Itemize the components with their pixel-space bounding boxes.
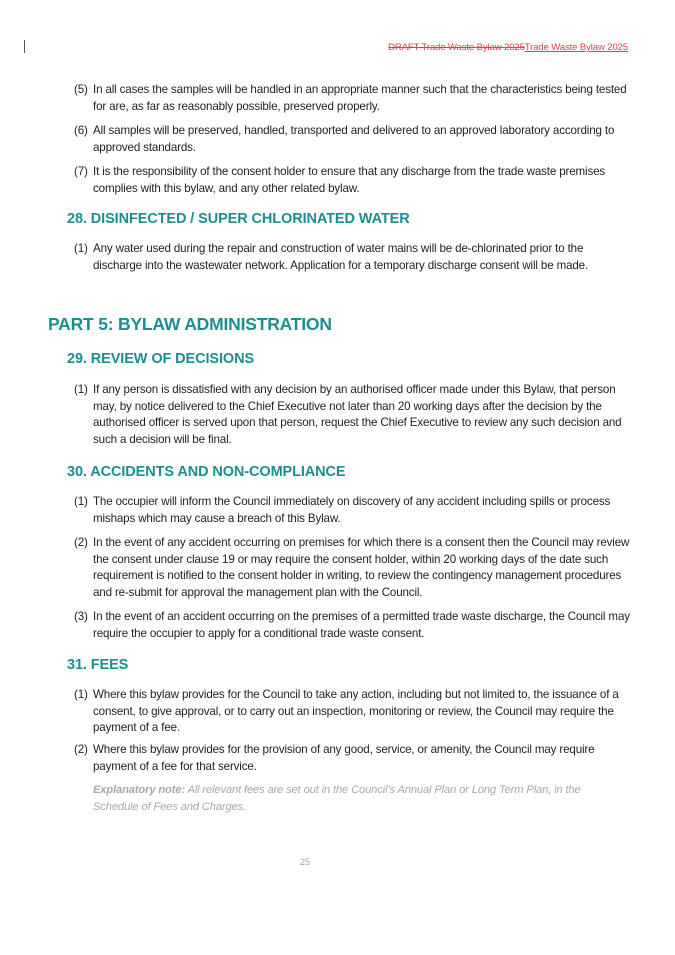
explanatory-note-label: Explanatory note: xyxy=(93,784,185,796)
clause-item xyxy=(74,241,634,274)
clause-number: (1) xyxy=(74,495,88,508)
clause-number: (2) xyxy=(74,743,88,756)
clause-text: Where this bylaw provides for the provision of any good, service, or amenity, the Council may require payment of a fee for that service. xyxy=(93,743,595,773)
clause-text: In all cases the samples will be handled in an appropriate manner such that the characteristics being tested for are, as far as reasonably possible, preserved properly. xyxy=(93,83,627,113)
clause-text: It is the responsibility of the consent holder to ensure that any discharge from the trade waste premises complies with this bylaw, and any other related bylaw. xyxy=(93,165,606,195)
section-heading-30: 30. ACCIDENTS AND NON-COMPLIANCE xyxy=(67,464,346,480)
section-heading-31: 31. FEES xyxy=(67,657,129,673)
clause-number: (2) xyxy=(74,536,88,549)
header-deleted-text: DRAFT Trade Waste Bylaw 2025 xyxy=(388,42,525,53)
clause-number: (3) xyxy=(74,610,88,623)
running-header xyxy=(388,42,628,53)
explanatory-note xyxy=(93,782,623,816)
clause-number: (1) xyxy=(74,688,88,701)
clause-item xyxy=(74,123,634,156)
clause-text: Where this bylaw provides for the Council to take any action, including but not limited to, the issuance of a consent, to give approval, or to carry out an inspection, monitoring or review, the Council may require the payment of a fee. xyxy=(93,688,619,734)
track-change-bar xyxy=(24,40,25,53)
clause-item xyxy=(74,742,634,775)
section-heading-28: 28. DISINFECTED / SUPER CHLORINATED WATER xyxy=(67,211,410,227)
clause-item xyxy=(74,494,634,527)
part-heading: PART 5: BYLAW ADMINISTRATION xyxy=(48,314,332,334)
clause-number: (7) xyxy=(74,165,88,178)
clause-text: In the event of an accident occurring on the premises of a permitted trade waste discharge, the Council may require the occupier to apply for a conditional trade waste consent. xyxy=(93,610,630,640)
clause-item xyxy=(74,535,634,601)
header-inserted-text: Trade Waste Bylaw 2025 xyxy=(524,42,628,53)
clause-text: All samples will be preserved, handled, transported and delivered to an approved laboratory according to approved standards. xyxy=(93,124,615,154)
clause-number: (6) xyxy=(74,124,88,137)
clause-item xyxy=(74,609,634,642)
clause-item xyxy=(74,382,634,448)
clause-text: Any water used during the repair and construction of water mains will be de-chlorinated prior to the discharge into the wastewater network. Application for a temporary discharge consent will be made. xyxy=(93,242,589,272)
clause-text: The occupier will inform the Council immediately on discovery of any accident including spills or process mishaps which may cause a breach of this Bylaw. xyxy=(93,495,611,525)
section-heading-29: 29. REVIEW OF DECISIONS xyxy=(67,351,255,367)
clause-item xyxy=(74,687,634,737)
clause-item xyxy=(74,164,634,197)
clause-number: (1) xyxy=(74,242,88,255)
clause-item xyxy=(74,82,634,115)
clause-number: (1) xyxy=(74,383,88,396)
clause-text: If any person is dissatisfied with any decision by an authorised officer made under this Bylaw, that person may, by notice delivered to the Chief Executive not later than 20 working days after the decision by the authorised officer is served upon that person, request the Chief Executive to review any such decision and such a decision will be final. xyxy=(93,383,622,446)
page-number: 25 xyxy=(299,857,310,867)
clause-number: (5) xyxy=(74,83,88,96)
explanatory-note-text: All relevant fees are set out in the Council’s Annual Plan or Long Term Plan, in the Schedule of Fees and Charges. xyxy=(93,784,581,813)
clause-text: In the event of any accident occurring on premises for which there is a consent then the Council may review the consent under clause 19 or may require the consent holder, within 20 working days of the date such requirement is notified to the consent holder in writing, to review the contingency management procedures and re-submit for approval the management plan with the Council. xyxy=(93,536,630,599)
